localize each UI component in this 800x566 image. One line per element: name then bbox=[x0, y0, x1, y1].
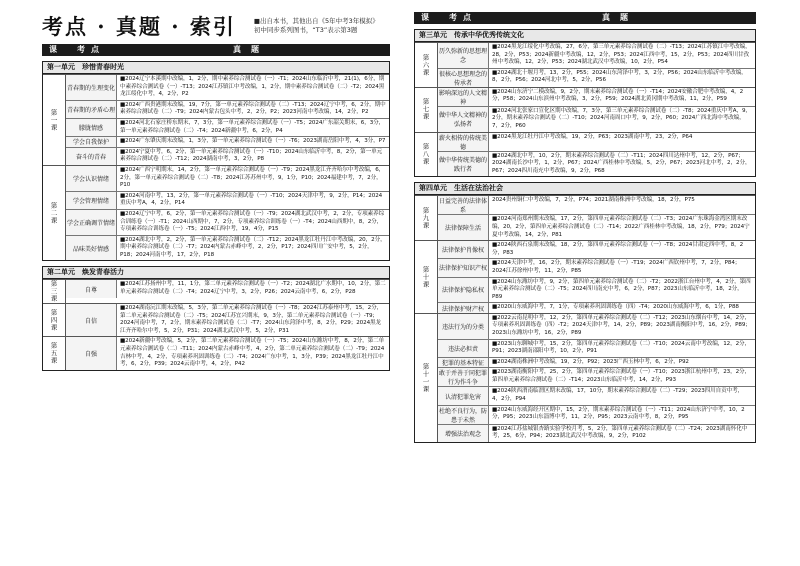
column-header bbox=[42, 44, 390, 56]
lesson-name: 第三课 bbox=[43, 280, 66, 303]
topic-name: 法律保护知识产权 bbox=[438, 259, 489, 276]
topic-refs: ■2024山东济宁二模改编，9，2分，期末素养综合测试卷（一）-T14；2024安徽合肥中考改编，4，2分，P58；2024山东滨州中考改编，3，2分，P59；2024湖北黄冈期中考改编，11，2分，P59 bbox=[492, 88, 744, 103]
topic-refs: ■2024陕西渭南临渭区期末改编，17，10分，期末素养综合测试卷（二）-T29；2023四川自贡中考，4，2分，P94 bbox=[492, 388, 744, 403]
topic-name: 违法必担责 bbox=[438, 340, 489, 357]
unit-title: 第二单元 焕发青春活力 bbox=[43, 267, 389, 279]
topic-list bbox=[66, 75, 389, 165]
topic-row bbox=[438, 367, 755, 386]
topic-row bbox=[66, 100, 389, 118]
index-header bbox=[42, 12, 390, 40]
unit-section bbox=[42, 266, 390, 370]
topic-row bbox=[66, 280, 389, 297]
topic-row bbox=[438, 424, 755, 442]
topic-row bbox=[438, 196, 755, 214]
topic-name: 学会自我保护 bbox=[66, 137, 117, 147]
topic-list bbox=[66, 166, 389, 261]
topic-name: 杜绝不良行为，防患于未然 bbox=[439, 407, 488, 424]
topic-name: 法律保护隐私权 bbox=[438, 278, 489, 303]
topic-name: 日益完善的法律体系 bbox=[439, 198, 488, 215]
topic-name: 薪火相传的传统美德 bbox=[439, 134, 488, 151]
topic-refs: ■2024黑龙江绥化中考改编，27，6分，第三单元素养综合测试卷（二）-T13；2024江苏镇江中考改编，28，2分，P53；2024新疆中考改编，12，2分，P53；2024江西中考，15，2分，P53；2024四川甘孜州中考改编，12，2分，P53；2024湖北武汉中考改编，10，2分，P54 bbox=[492, 44, 751, 66]
topic-refs: ■2024山东威海经开区期中，15，2分，期末素养综合测试卷（一）-T11；2024山东济宁中考，10，2分，P95；2023山东淄博中考，11，2分，P95；2023云南中考，8，2分，P95 bbox=[492, 406, 745, 421]
lesson-name: 第一课 bbox=[43, 75, 66, 165]
topic-list bbox=[66, 280, 389, 303]
topic-name: 青春期的矛盾心理 bbox=[66, 101, 117, 118]
topic-row bbox=[438, 357, 755, 368]
column-header-refs: 真题 bbox=[233, 45, 269, 54]
topic-row bbox=[66, 75, 389, 100]
topic-row bbox=[66, 304, 389, 336]
topic-list bbox=[438, 196, 755, 240]
topic-name: 历久弥新的思想理念 bbox=[438, 43, 489, 68]
column-header bbox=[414, 12, 756, 24]
topic-row bbox=[438, 302, 755, 313]
topic-list bbox=[438, 314, 755, 442]
topic-row bbox=[66, 209, 389, 235]
topic-refs: ■2022云南昆明中考，12，2分，第四单元素养综合测试卷（二）-T12；2023山东烟台中考，14，2分，专项素养巩固训练卷（四）-T2；2024天津中考，14，2分，P89；2023湖南衡阳中考，16，2分，P89；2023山东潍坊中考，16，2分，P89 bbox=[492, 314, 751, 337]
topic-list bbox=[438, 133, 755, 177]
topic-refs: ■2024广东肇庆期末改编，1，3分，第一单元素养综合测试卷（一）-T6；2023湖南岳阳中考，4，3分，P7 bbox=[120, 138, 386, 145]
topic-name: 青春期的生理变化 bbox=[66, 75, 117, 100]
topic-row bbox=[438, 277, 755, 303]
topic-name: 做中华人文精神的弘扬者 bbox=[438, 107, 489, 132]
lesson-row bbox=[415, 42, 755, 87]
topic-name: 做中华传统美德的践行者 bbox=[438, 152, 489, 177]
topic-name: 朦胧情感 bbox=[66, 119, 117, 136]
topic-refs: ■2024天津中考，16，2分，期末素养综合测试卷（一）-T19；2024广西钦州中考，7，2分，P84；2024江苏徐州中考，11，2分，P85 bbox=[492, 260, 741, 274]
topic-refs: ■2020山东威海中考，7，1分，专项素养巩固训练卷（四）-T4；2020山东威海中考，6，1分，P88 bbox=[492, 304, 739, 311]
topic-refs: ■2024湖北十堰月考，13，2分，P55；2024山东菏泽中考，3，2分，P56；2024山东临沂中考改编，8，2分，P56；2024河北中考，5，2分，P56 bbox=[492, 69, 747, 84]
column-header-refs: 真题 bbox=[602, 13, 638, 22]
topic-list bbox=[438, 43, 755, 87]
lesson-row bbox=[415, 87, 755, 132]
lesson-row bbox=[415, 132, 755, 177]
topic-row bbox=[66, 337, 389, 369]
topic-refs: ■2024河南郑州期末改编，17，2分，第四单元素养综合测试卷（二）-T3；2024广东珠海金湾区期末改编，20，2分，第四单元素养综合测试卷（二）-T14；2022广西桂林中考改编，18，2分，P79；2024宁夏中考改编，14，2分，P81 bbox=[492, 216, 750, 238]
lesson-name: 第八课 bbox=[415, 133, 438, 177]
topic-row bbox=[66, 136, 389, 147]
topic-row bbox=[66, 235, 389, 261]
lesson-row bbox=[43, 74, 389, 165]
topic-list bbox=[438, 241, 755, 313]
topic-row bbox=[438, 133, 755, 151]
topic-name: 法律保护肖像权 bbox=[438, 241, 489, 258]
unit-title: 第三单元 传承中华优秀传统文化 bbox=[415, 30, 755, 42]
unit-title: 第一单元 珍惜青春时光 bbox=[43, 62, 389, 74]
topic-name: 敢于并善于同犯罪行为作斗争 bbox=[439, 370, 488, 387]
lesson-name: 第五课 bbox=[43, 337, 66, 369]
topic-refs: ■2024宁夏中考，6，2分，第一单元素养综合测试卷（一）-T10；2024山东临沂中考，8，2分，第一单元素养综合测试卷（二）-T12；2024湖南中考，3，2分，P8 bbox=[120, 148, 383, 163]
topic-refs: ■2024广西贵港期末改编，19，7分，第一单元素养综合测试卷（二）-T13；2024辽宁中考，6，2分，期中素养综合测试卷（二）-T9；2024内蒙古包头中考，2，2分，P2；2023河南中考改编，14，2分，P2 bbox=[120, 101, 386, 116]
topic-name: 影响深远的人文精神 bbox=[439, 89, 488, 106]
lesson-row bbox=[43, 303, 389, 336]
topic-refs: ■2024广西宁明期末，14，2分，第一单元素养综合测试卷（一）-T9；2024黑龙江齐齐哈尔中考改编，6，2分，第一单元素养综合测试卷（二）-T8；2024江苏苏州中考，9，1分，P10；2024福建中考，7，2分，P10 bbox=[120, 166, 385, 189]
unit-section bbox=[414, 29, 756, 177]
topic-row bbox=[438, 314, 755, 339]
topic-refs: ■2024河北张家口宣化区期中改编，7，3分，第三单元素养综合测试卷（二）-T8；2024重庆中考A，9，2分，期末素养综合测试卷（二）-T10；2024河南周口中考，9，2分，P60；2024广西北海中考改编，7，2分，P60 bbox=[492, 107, 751, 129]
topic-refs: ■2024江苏扬州中考，11，1分，第二单元素养综合测试卷（一）-T2；2024湖北广水期中，10，2分，第二单元素养综合测试卷（二）-T4；2024辽宁中考，3，2分，P26；2024云南中考，6，2分，P28 bbox=[120, 281, 386, 296]
topic-list bbox=[66, 337, 389, 369]
topic-name: 奋斗的青春 bbox=[66, 148, 117, 165]
topic-name: 学会认识情绪 bbox=[66, 166, 117, 191]
topic-row bbox=[438, 386, 755, 404]
topic-refs: ■2023山东聊城中考，15，2分，第四单元素养综合测试卷（二）-T10；2024云南中考改编，12，2分，P91；2023湖南邵阳中考，10，2分，P91 bbox=[492, 340, 751, 355]
topic-row bbox=[438, 258, 755, 276]
topic-row bbox=[438, 88, 755, 106]
unit-section bbox=[42, 61, 390, 261]
topic-name: 法律保护财产权 bbox=[438, 303, 489, 313]
topic-row bbox=[66, 118, 389, 136]
topic-row bbox=[438, 151, 755, 177]
topic-list bbox=[438, 88, 755, 132]
index-note bbox=[254, 17, 379, 35]
lesson-row bbox=[415, 195, 755, 240]
topic-row bbox=[66, 147, 389, 165]
topic-refs: ■2024山东潍坊中考，9，2分，第四单元素养综合测试卷（二）-T2；2022浙江台州中考，4，2分，第四单元素养综合测试卷（二）-T5；2024四川南充中考，6，2分，P87；2023山东临沂中考，18，2分，P89 bbox=[492, 278, 751, 300]
topic-row bbox=[438, 43, 755, 68]
topic-name: 学会正确调节情绪 bbox=[66, 210, 117, 235]
lesson-name: 第二课 bbox=[43, 166, 66, 261]
lesson-name: 第十课 bbox=[415, 241, 438, 313]
topic-refs: ■2024湖南株洲中考改编，19，2分，P92；2023广西玉林中考，6，2分，P92 bbox=[492, 358, 689, 365]
topic-refs: ■2024湖北中考，2，2分，第一单元素养综合测试卷（二）-T12；2024黑龙江牡丹江中考改编，20，2分，期中素养综合测试卷（二）-T7；2024内蒙古赤峰中考，2，2分，P17；2024四川广安中考，5，2分，P18；2024河南中考，17，2分，P18 bbox=[120, 236, 386, 258]
lesson-name: 第九课 bbox=[415, 196, 438, 240]
topic-row bbox=[438, 405, 755, 424]
index-note-line: ■出自本书，其他出自《5年中考3年模拟》 bbox=[253, 17, 379, 25]
index-title: 考点 · 真题 · 索引 bbox=[42, 14, 236, 39]
column-header-lesson: 课 考点 bbox=[49, 45, 105, 54]
topic-refs: ■2024新疆中考改编，5，2分，第二单元素养综合测试卷（一）-T5；2024山东潍坊中考，8，2分，第二单元素养综合测试卷（二）-T11；2024内蒙古赤峰中考，4，2分，第二单元素养综合测试卷（二）-T9；2024吉林中考，4，2分，专项素养巩固训练卷（二）-T4；2024广东中考，1，3分，P39；2024黑龙江牡丹江中考，6，2分，P39；2024云南中考，4，2分，P42 bbox=[120, 338, 385, 368]
topic-refs: ■2024河北石家庄桥东期末，7，3分，第一单元素养综合测试卷（一）-T5；2024广东韶关期末，6，3分，第一单元素养综合测试卷（二）-T4；2024新疆中考，6，2分，P4 bbox=[120, 119, 385, 134]
lesson-name: 第七课 bbox=[415, 88, 438, 132]
lesson-row bbox=[43, 279, 389, 303]
topic-refs: ■2023湖南衡阳中考，25，2分，第四单元素养综合测试卷（一）-T10；2023浙江杭州中考，23，2分，第四单元素养综合测试卷（二）-T14；2023山东临沂中考，14，2分，P93 bbox=[492, 369, 751, 384]
topic-refs: ■2024黑龙江牡丹江中考改编，19，2分，P63；2023湖南中考，23，2分，P64 bbox=[492, 133, 693, 140]
topic-name: 犯罪的基本特征 bbox=[438, 358, 489, 368]
lesson-row bbox=[43, 165, 389, 261]
topic-name: 违法行为的分类 bbox=[438, 314, 489, 339]
topic-refs: 2024贵州铜仁中考改编，7，2分，P74；2021湖南株洲中考改编，18，2分，P75 bbox=[492, 197, 695, 204]
topic-row bbox=[438, 339, 755, 357]
lesson-row bbox=[415, 313, 755, 442]
topic-list bbox=[66, 304, 389, 336]
topic-name: 自尊 bbox=[66, 280, 117, 297]
right-page bbox=[400, 0, 800, 566]
lesson-row bbox=[415, 240, 755, 313]
topic-refs: ■2024河南中考，13，2分，第一单元素养综合测试卷（一）-T10；2024天津中考，9，2分，P14；2024重庆中考A，4，2分，P14 bbox=[120, 192, 383, 207]
topic-refs: ■2024湖南沅江期末改编，5，3分，第二单元素养综合测试卷（一）-T8；2024江苏泰州中考，15，2分，第二单元素养综合测试卷（二）-T5；2024江苏宜兴期末，9，3分，第二单元素养综合测试卷（一）-T9；2024河南中考，7，2分，期末素养综合测试卷（二）-T7；2024山东菏泽中考，8，2分，P29；2024黑龙江齐齐哈尔中考，5，2分，P31；2024湖北武汉中考，5，2分，P31 bbox=[120, 304, 383, 334]
topic-refs: ■2024辽宁本溪期中改编，1，2分，期中素养综合测试卷（一）-T1；2024山东临沂中考，21(1)，6分，期中素养综合测试卷（一）-T13；2024江苏镇江中考改编，1，2分，期中素养综合测试卷（二）-T2；2024黑龙江绥化中考，4，2分，P2 bbox=[120, 76, 385, 98]
topic-name: 增强法治观念 bbox=[438, 425, 489, 442]
topic-name: 很核心思想理念的传承者 bbox=[439, 70, 488, 87]
topic-row bbox=[66, 166, 389, 191]
topic-name: 认清犯罪危害 bbox=[438, 387, 489, 404]
unit-section bbox=[414, 182, 756, 442]
topic-refs: ■2024辽宁中考，6，2分，第一单元素养综合测试卷（一）-T9；2024湖北武汉中考，2，2分，专项素养综合训练卷（一）-T1；2024山西期中，7，2分，专项素养综合训练卷（一）-T4；2024山西期中，8，2分，专项素养综合训练卷（一）-T5；2024江西中考，19，4分，P15 bbox=[120, 210, 385, 233]
topic-refs: ■2024陕西石泉期末改编，18，2分，第四单元素养综合测试卷（一）-T8；2024甘肃定西中考，8，2分，P83 bbox=[492, 242, 744, 256]
right-units bbox=[414, 29, 756, 443]
column-header-lesson: 课 考点 bbox=[421, 13, 477, 22]
topic-row bbox=[66, 191, 389, 209]
topic-name: 品味美好情感 bbox=[66, 236, 117, 261]
topic-name: 自信 bbox=[66, 304, 117, 336]
topic-refs: ■2024江苏盐城银杏路实验学校月考，5，2分，第四单元素养综合测试卷（二）-T24；2023湖南怀化中考，25，6分，P94；2023湖北武汉中考改编，9，2分，P102 bbox=[492, 425, 748, 440]
lesson-row bbox=[43, 336, 389, 369]
topic-row bbox=[438, 106, 755, 132]
topic-name: 自强 bbox=[66, 337, 117, 369]
topic-row bbox=[438, 68, 755, 87]
left-units bbox=[42, 61, 390, 371]
unit-title: 第四单元 生活在法治社会 bbox=[415, 183, 755, 195]
topic-row bbox=[438, 241, 755, 258]
index-note-line: 初中同步系列图书，“T3”表示第3题 bbox=[253, 26, 358, 34]
topic-refs: ■2024湖北中考，10，2分，期末素养综合测试卷（二）-T11；2024四川达州中考，12，2分，P67；2024湖南长沙中考，1，2分，P67；2024广西桂林中考改编，5，2分，P67；2023河北中考，2，2分，P67；2024四川南充中考改编，9，2分，P68 bbox=[492, 152, 751, 174]
topic-row bbox=[438, 214, 755, 240]
lesson-name: 第四课 bbox=[43, 304, 66, 336]
topic-name: 学会管理情绪 bbox=[66, 192, 117, 209]
topic-name: 法律保障生活 bbox=[438, 215, 489, 240]
lesson-name: 第六课 bbox=[415, 43, 438, 87]
lesson-name: 第十一课 bbox=[415, 314, 438, 442]
